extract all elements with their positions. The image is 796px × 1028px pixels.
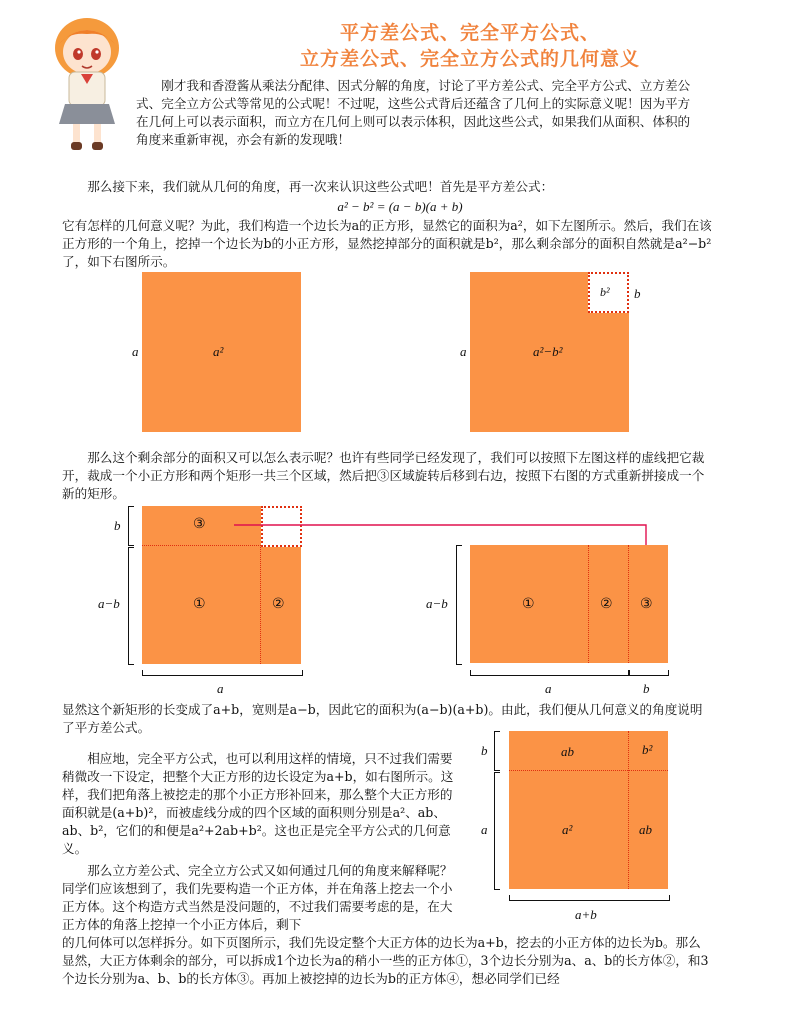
label-right-side-a: a bbox=[460, 344, 467, 359]
label-top-left-ab: ab bbox=[561, 744, 574, 759]
rect-bracket-a-minus-b bbox=[456, 545, 462, 665]
sq-bracket-a bbox=[494, 772, 500, 890]
label-bottom-left-a2: a² bbox=[562, 822, 573, 837]
label-rect-a-minus-b: a−b bbox=[426, 596, 448, 611]
label-left-a-minus-b: a−b bbox=[98, 596, 120, 611]
paragraph-1: 那么接下来，我们就从几何的角度，再一次来认识这些公式吧！首先是平方差公式： bbox=[87, 179, 554, 194]
sq-bracket-b bbox=[494, 731, 500, 771]
label-sq-side-b: b bbox=[481, 743, 488, 758]
rect-bracket-a bbox=[470, 670, 629, 676]
rect-divider-2 bbox=[628, 545, 629, 663]
label-bottom-a: a bbox=[217, 681, 224, 696]
label-bottom-right-ab: ab bbox=[639, 822, 652, 837]
split-line-horizontal bbox=[509, 770, 668, 771]
title-line-1: 平方差公式、完全平方公式、 bbox=[339, 22, 600, 44]
label-side-a: a bbox=[132, 344, 139, 359]
split-line-vertical bbox=[628, 731, 629, 889]
new-rectangle bbox=[470, 545, 668, 663]
sq-bracket-bottom bbox=[509, 895, 670, 901]
label-sq-side-a: a bbox=[481, 822, 488, 837]
label-area-a2-b2: a²−b² bbox=[533, 344, 563, 359]
intro-paragraph: 刚才我和香澄酱从乘法分配律、因式分解的角度，讨论了平方差公式、完全平方公式、立方差公式、完全立方公式等常见的公式呢！不过呢，这些公式背后还蕴含了几何上的实际意义呢！因为平方在几何上可以表示面积，而立方在几何上则可以表示体积，因此这些公式，如果我们从面积、体积的角度来重新审视，亦会有新的发现哦！ bbox=[136, 78, 691, 147]
paragraph-5: 相应地，完全平方公式，也可以利用这样的情境，只不过我们需要稍微改一下设定，把整个大正方形的边长设定为a+b，如右图所示。这样，我们把角落上被挖走的那个小正方形补回来，那么整个大正方形的面积就是(a+b)²，而被虚线分成的四个区域的面积则分别是a²、ab、ab、b²，它们的和便是a²+2ab+b²。这也正是完全平方公式的几何意义。 bbox=[62, 751, 454, 856]
rect-region-1-label: ① bbox=[522, 596, 535, 612]
label-area-a2: a² bbox=[213, 344, 224, 359]
region-2-label: ② bbox=[272, 596, 285, 612]
rect-region-3-label: ③ bbox=[640, 596, 653, 612]
label-rect-bottom-a: a bbox=[545, 681, 552, 696]
label-rect-bottom-b: b bbox=[643, 681, 650, 696]
paragraph-6-continued: 的几何体可以怎样拆分。如下页图所示，我们先设定整个大正方体的边长为a+b，挖去的小正方体的边长为b。那么显然，大正方体剩余的部分，可以拆成1个边长为a的稍小一些的正方体①，3个边长分别为a、a、b的长方体②，和3个边长分别为a、b、b的长方体③。再加上被挖掉的边长为b的正方体④，想必同学们已经 bbox=[62, 935, 709, 986]
formula-difference-of-squares: a² − b² = (a − b)(a + b) bbox=[337, 199, 463, 214]
paragraph-6-start: 那么立方差公式、完全立方公式又如何通过几何的角度来解释呢？同学们应该想到了，我们先要构造一个正方体，并在角落上挖去一个小正方体。这个构造方式当然是没问题的，不过我们需要考虑的是，在大正方体的角落上挖掉一个小正方体后，剩下 bbox=[62, 863, 453, 932]
paragraph-2: 它有怎样的几何意义呢？为此，我们构造一个边长为a的正方形，显然它的面积为a²，如下左图所示。然后，我们在该正方形的一个角上，挖掉一个边长为b的小正方形，显然挖掉部分的面积就是b²，那么剩余部分的面积自然就是a²−b²了，如下右图所示。 bbox=[62, 218, 712, 269]
label-corner-side-b: b bbox=[634, 286, 641, 301]
paragraph-3: 那么这个剩余部分的面积又可以怎么表示呢？也许有些同学已经发现了，我们可以按照下左图这样的虚线把它裁开，裁成一个小正方形和两个矩形一共三个区域，然后把③区域旋转后移到右边，按照下右图的方式重新拼接成一个新的矩形。 bbox=[62, 450, 705, 501]
paragraph-4: 显然这个新矩形的长变成了a+b，宽则是a−b，因此它的面积为(a−b)(a+b)。由此，我们便从几何意义的角度说明了平方差公式。 bbox=[62, 702, 703, 735]
label-sq-bottom: a+b bbox=[575, 907, 597, 922]
region-1-label: ① bbox=[193, 596, 206, 612]
rect-region-2-label: ② bbox=[600, 596, 613, 612]
rect-divider-1 bbox=[588, 545, 589, 663]
label-area-b2: b² bbox=[600, 285, 610, 299]
rect-bracket-b bbox=[629, 670, 669, 676]
label-top-right-b2: b² bbox=[642, 742, 653, 757]
title-line-2: 立方差公式、完全立方公式的几何意义 bbox=[299, 48, 640, 70]
region-3-label: ③ bbox=[193, 516, 206, 532]
label-left-b: b bbox=[114, 518, 121, 533]
